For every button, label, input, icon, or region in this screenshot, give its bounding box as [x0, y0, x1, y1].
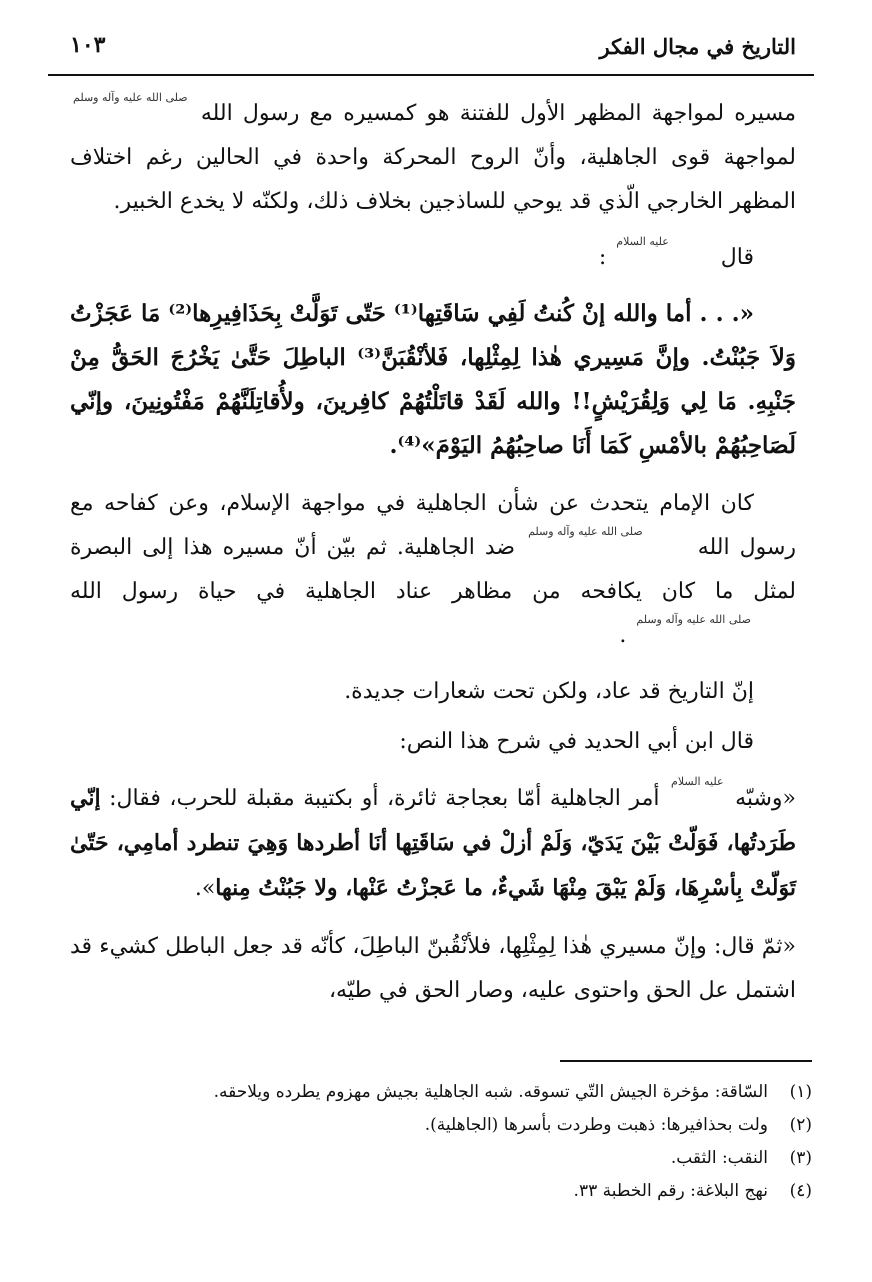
running-title: التاريخ في مجال الفكر: [599, 34, 796, 59]
footnote-text: السّاقة: مؤخرة الجيش التّي تسوقه. شبه الجاهلية بجيش مهزوم يطرده ويلاحقه.: [213, 1082, 768, 1102]
honorific-imam-glyph-2: عليه السلام: [671, 775, 724, 788]
footnote-1: [80, 1076, 812, 1109]
quote-intro: [70, 236, 796, 280]
body-text: [70, 92, 796, 1025]
paragraph-6: [70, 925, 796, 1013]
paragraph-4: قال ابن أبي الحديد في شرح هذا النص:: [399, 729, 754, 754]
honorific-imam-glyph: عليه السلام: [616, 235, 669, 248]
paragraph-2-part-a: كان الإمام يتحدث عن شأن الجاهلية في مواجهة الإسلام، وعن كفاحه مع رسول الله: [70, 491, 796, 560]
paragraph-5-part-a: «وشبّه: [735, 786, 797, 811]
footnote-text: ولت بحذافيرها: ذهبت وطردت بأسرها (الجاهلية).: [424, 1115, 768, 1135]
footnote-4: [80, 1175, 812, 1208]
footnote-text: نهج البلاغة: رقم الخطبة ٣٣.: [573, 1181, 768, 1201]
footnote-text: النقب: الثقب.: [670, 1148, 768, 1168]
honorific-prophet-glyph-3: صلى الله عليه وآله وسلم: [636, 613, 751, 626]
quote-intro-colon: :: [598, 245, 607, 270]
header-rule: [48, 74, 814, 76]
sermon-quote: «. . . أما والله إنْ كُنتُ لَفِي سَاقَتِها⁽¹⁾ حَتّى تَوَلَّتْ بِحَذَافِيرِها⁽²⁾ مَا عَجَزْتُ وَلاَ جَبُنْتُ. وإنَّ مَسِيري هٰذا لِمِثْلِها، فَلأنْقُبَنَّ⁽³⁾ الباطِلَ حَتَّىٰ يَخْرُجَ الحَقُّ مِنْ جَنْبِهِ. مَا لِي وَلِقُرَيْشٍ!! والله لَقَدْ قاتَلْتُهُمْ كافِرينَ، ولأُقاتِلَنَّهُمْ مَفْتُونِينَ، وإنّي لَصَاحِبُهُمْ بالأمْسِ كَمَا أَنَا صاحِبُهُمُ اليَوْمَ»⁽⁴⁾.: [70, 300, 797, 459]
paragraph-2-part-c: .: [619, 623, 627, 648]
paragraph-5: [70, 776, 796, 911]
paragraph-6-part-c: كأنّه قد جعل الباطل كشيء قد اشتمل عل الحق واحتوى عليه، وصار الحق في طيّه،: [70, 934, 796, 1003]
honorific-prophet-glyph: صلى الله عليه وآله وسلم: [73, 91, 188, 104]
paragraph-1-part-b: لمواجهة قوى الجاهلية، وأنّ الروح المحركة واحدة في الحالين رغم اختلاف المظهر الخارجي الّذي قد يوحي للساذجين بخلاف ذلك، ولكنّه لا يخدع الخبير.: [70, 145, 796, 214]
paragraph-6-part-a: «ثمّ قال:: [713, 934, 796, 959]
footnote-number: (٤): [789, 1181, 812, 1201]
paragraph-3: إنّ التاريخ قد عاد، ولكن تحت شعارات جديدة.: [344, 679, 754, 704]
footnote-rule: [560, 1060, 812, 1062]
quote-intro-said: قال: [720, 245, 754, 270]
paragraph-2-part-b: ضد الجاهلية. ثم بيّن أنّ مسيره هذا إلى البصرة لمثل ما كان يكافحه من مظاهر عناد الجاهلية في حياة رسول الله: [70, 535, 796, 604]
footnote-number: (١): [789, 1082, 812, 1102]
honorific-prophet-glyph-2: صلى الله عليه وآله وسلم: [528, 525, 643, 538]
footnote-number: (٢): [789, 1115, 812, 1135]
page-number: ١٠٣: [70, 32, 106, 58]
paragraph-2: [70, 482, 796, 658]
footnote-number: (٣): [789, 1148, 812, 1168]
footnote-3: [80, 1142, 812, 1175]
paragraph-1-part-a: مسيره لمواجهة المظهر الأول للفتنة هو كمسيره مع رسول الله: [200, 101, 796, 126]
footnote-2: [80, 1109, 812, 1142]
page-header: [70, 28, 796, 68]
footnotes: [80, 1076, 812, 1208]
paragraph-6-part-b: وإنّ مسيري هٰذا لِمِثْلِها، فلأنْقُبنّ الباطِلَ،: [352, 934, 707, 959]
paragraph-5-quote: إنّي طَرَدتُها، فَوَلّتْ بَيْنَ يَدَيّ، وَلَمْ أزلْ في سَاقَتِها أنَا أطردها وَهِيَ تنطرد أمامِي، حَتّىٰ تَوَلّتْ بِأسْرِهَا، وَلَمْ يَبْقَ مِنْهَا شَيءٌ، ما عَجزْتُ عَنْها، ولا جَبُنْتُ مِنها: [70, 785, 796, 901]
paragraph-5-close: ».: [194, 876, 216, 901]
paragraph-5-part-b: أمر الجاهلية أمّا بعجاجة ثائرة، أو بكتيبة مقبلة للحرب، فقال:: [109, 786, 660, 811]
paragraph-1: [70, 92, 796, 224]
